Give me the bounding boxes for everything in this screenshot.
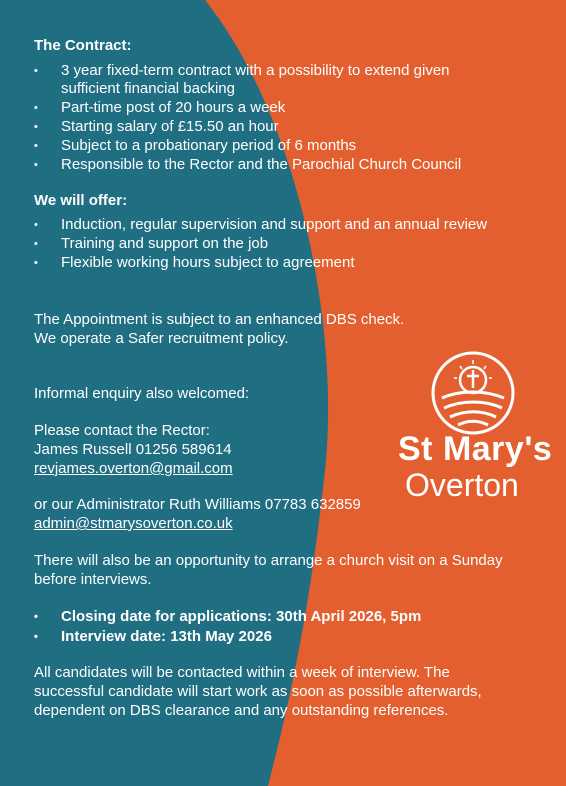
logo-title: St Mary's bbox=[398, 430, 553, 468]
appointment-line-1: The Appointment is subject to an enhanced DBS check. bbox=[34, 311, 405, 328]
logo-subtitle: Overton bbox=[405, 467, 519, 503]
enquiry-text: Informal enquiry also welcomed: bbox=[34, 385, 250, 402]
rector-email-link[interactable]: revjames.overton@gmail.com bbox=[34, 460, 233, 477]
appointment-line-2: We operate a Safer recruitment policy. bbox=[34, 330, 289, 347]
contract-list bbox=[34, 62, 524, 174]
list-item: • 3 year fixed-term contract with a possibility to extend given sufficient financial backing bbox=[34, 62, 511, 98]
offer-heading: We will offer: bbox=[34, 192, 128, 209]
closing-date: • Closing date for applications: 30th April 2026, 5pm bbox=[34, 608, 524, 626]
church-hills-sun-icon bbox=[430, 350, 516, 436]
admin-email-link[interactable]: admin@stmarysoverton.co.uk bbox=[34, 515, 233, 532]
dates-list bbox=[34, 608, 524, 646]
list-item: • Responsible to the Rector and the Parochial Church Council bbox=[34, 156, 524, 174]
list-item: • Subject to a probationary period of 6 months bbox=[34, 137, 524, 155]
appointment-text bbox=[34, 310, 534, 348]
rector-intro: Please contact the Rector: bbox=[34, 422, 210, 439]
admin-name-phone: or our Administrator Ruth Williams 07783 632859 bbox=[34, 496, 361, 513]
list-item: • Starting salary of £15.50 an hour bbox=[34, 118, 524, 136]
list-item: • Flexible working hours subject to agreement bbox=[34, 254, 524, 272]
visit-text: There will also be an opportunity to arrange a church visit on a Sunday before interviews. bbox=[34, 552, 503, 588]
list-item: • Part-time post of 20 hours a week bbox=[34, 99, 524, 117]
list-item: • Induction, regular supervision and support and an annual review bbox=[34, 216, 501, 234]
interview-date: • Interview date: 13th May 2026 bbox=[34, 628, 524, 646]
list-item: • Training and support on the job bbox=[34, 235, 524, 253]
rector-name-phone: James Russell 01256 589614 bbox=[34, 441, 232, 458]
contract-heading: The Contract: bbox=[34, 37, 132, 54]
closing-text: All candidates will be contacted within a week of interview. The successful candidate will start work as soon as possible afterwards, dependent on DBS clearance and any outstanding references. bbox=[34, 664, 482, 719]
offer-list bbox=[34, 216, 524, 272]
